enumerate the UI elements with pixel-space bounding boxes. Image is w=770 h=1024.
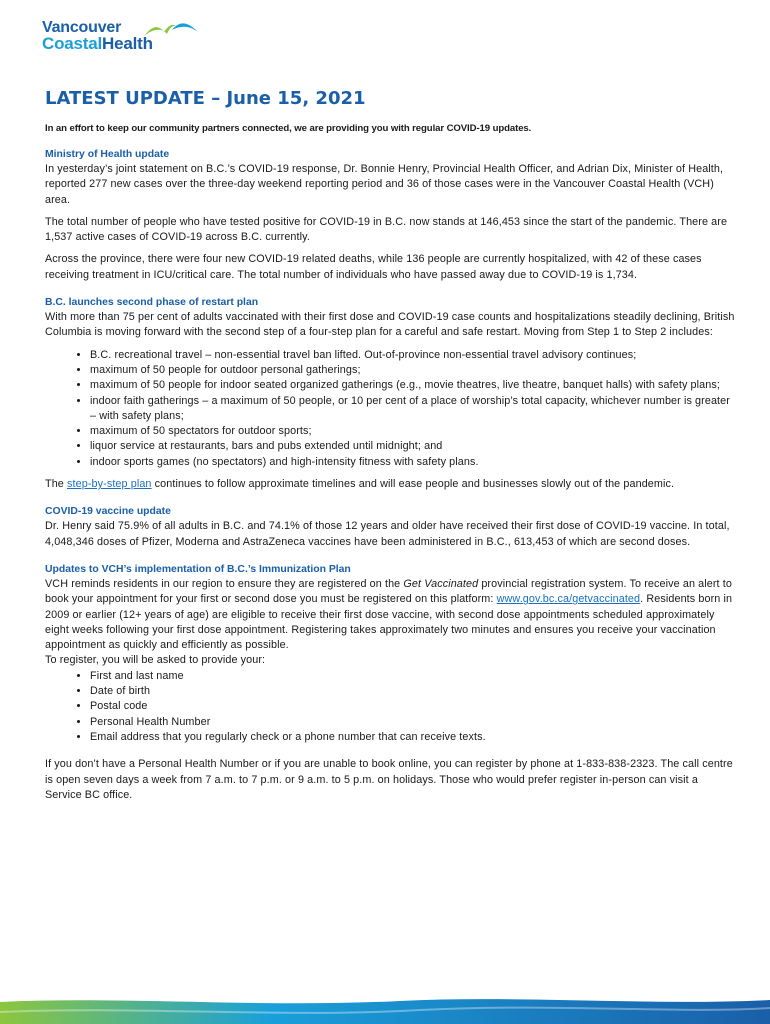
restart-list [45, 348, 735, 470]
list-item: • Postal code [90, 699, 735, 714]
intro-text: In an effort to keep our community partners connected, we are providing you with regular COVID-19 updates. [45, 123, 532, 134]
list-item: • Personal Health Number [90, 715, 735, 730]
logo-coastal: Coastal [42, 34, 103, 53]
vaccine-paragraph-1: Dr. Henry said 75.9% of all adults in B.C. and 74.1% of those 12 years and older have received their first dose of COVID-19 vaccine. In total, 4,048,346 doses of Pfizer, Moderna and AstraZeneca vaccines have been administered in B.C., 613,453 of which are second doses. [45, 520, 730, 548]
list-item: • liquor service at restaurants, bars and pubs extended until midnight; and [90, 439, 735, 454]
newsletter-body [45, 88, 735, 810]
vch-logo [42, 20, 202, 60]
immunization-paragraph-1 [45, 577, 735, 669]
immunization-p1-b: provincial registration system. To receive an alert to book your appointment for your first or second dose you must be registered on this platform: [45, 577, 732, 606]
getvaccinated-link[interactable]: www.gov.bc.ca/getvaccinated [496, 593, 641, 606]
restart-heading: B.C. launches second phase of restart plan [45, 297, 259, 309]
step-by-step-plan-link[interactable]: step-by-step plan [67, 478, 152, 491]
restart-paragraph-2 [45, 477, 735, 492]
list-item: • indoor faith gatherings – a maximum of 50 people, or 10 per cent of a place of worship’s total capacity, whichever number is greater – with safety plans; [90, 394, 735, 425]
immunization-p1-a: VCH reminds residents in our region to ensure they are registered on the [45, 577, 404, 590]
mountain-logo-icon [142, 20, 202, 40]
restart-paragraph-1: With more than 75 per cent of adults vaccinated with their first dose and COVID-19 case counts and hospitalizations steadily declining, British Columbia is moving forward with the second step of a four-step plan for a careful and safe restart. Moving from Step 1 to Step 2 includes: [45, 311, 735, 339]
restart-p2-before: The [45, 478, 68, 491]
moh-paragraph-2: The total number of people who have tested positive for COVID-19 in B.C. now stands at 146,453 since the start of the pandemic. There are 1,537 active cases of COVID-19 across B.C. currently. [45, 215, 728, 244]
list-item: • Date of birth [90, 684, 735, 699]
moh-paragraph-1: In yesterday’s joint statement on B.C.’s COVID-19 response, Dr. Bonnie Henry, Provincial Health Officer, and Adrian Dix, Minister of Health, reported 277 new cases over the three-day weekend reporting period and 36 of those cases were in the Vancouver Coastal Health (VCH) area. [45, 163, 724, 206]
get-vaccinated-text: Get Vaccinated [403, 577, 479, 590]
moh-heading: Ministry of Health update [45, 149, 170, 160]
moh-paragraph-3: Across the province, there were four new COVID-19 related deaths, while 136 people are currently hospitalized, with 42 of these cases receiving treatment in ICU/critical care. The total number of individuals who have passed away due to COVID-19 is 1,734. [45, 253, 702, 281]
page-title: LATEST UPDATE – June 15, 2021 [45, 88, 366, 109]
footer-wave-decoration [0, 994, 770, 1024]
list-item: • maximum of 50 people for outdoor personal gatherings; [90, 363, 735, 378]
immunization-paragraph-2: If you don’t have a Personal Health Number or if you are unable to book online, you can register by phone at 1-833-838-2323. The call centre is open seven days a week from 7 a.m. to 7 p.m. or 9 a.m. to 5 p.m. on holidays. Those who would prefer register in-person can visit a Service BC office. [45, 758, 733, 801]
list-item: • Email address that you regularly check or a phone number that can receive texts. [90, 730, 735, 745]
restart-p2-after: continues to follow approximate timelines and will ease people and businesses slowly out of the pandemic. [151, 478, 675, 491]
logo-health: Health [102, 34, 153, 53]
vaccine-heading: COVID-19 vaccine update [45, 506, 171, 518]
logo-line-vancouver: Vancouver [42, 19, 122, 36]
list-item: • maximum of 50 people for indoor seated organized gatherings (e.g., movie theatres, live theatre, banquet halls) with safety plans; [90, 378, 735, 393]
list-item: • First and last name [90, 669, 735, 684]
immunization-heading: Updates to VCH’s implementation of B.C.’s Immunization Plan [45, 563, 351, 575]
immunization-p1-c: . Residents born in 2009 or earlier (12+ years of age) are eligible to receive their first dose vaccine, with second dose appointments scheduled approximately eight weeks following your first dose appointment. Registering takes approximately two minutes and ensures you receive your vaccination appointment as quickly and efficiently as possible. [45, 593, 733, 652]
list-item: • indoor sports games (no spectators) and high-intensity fitness with safety plans. [90, 455, 735, 470]
registration-requirements-list [45, 669, 735, 745]
immunization-p1-d: To register, you will be asked to provide your: [45, 654, 266, 667]
list-item: • maximum of 50 spectators for outdoor sports; [90, 424, 735, 439]
list-item: • B.C. recreational travel – non-essential travel ban lifted. Out-of-province non-essential travel advisory continues; [90, 348, 735, 363]
